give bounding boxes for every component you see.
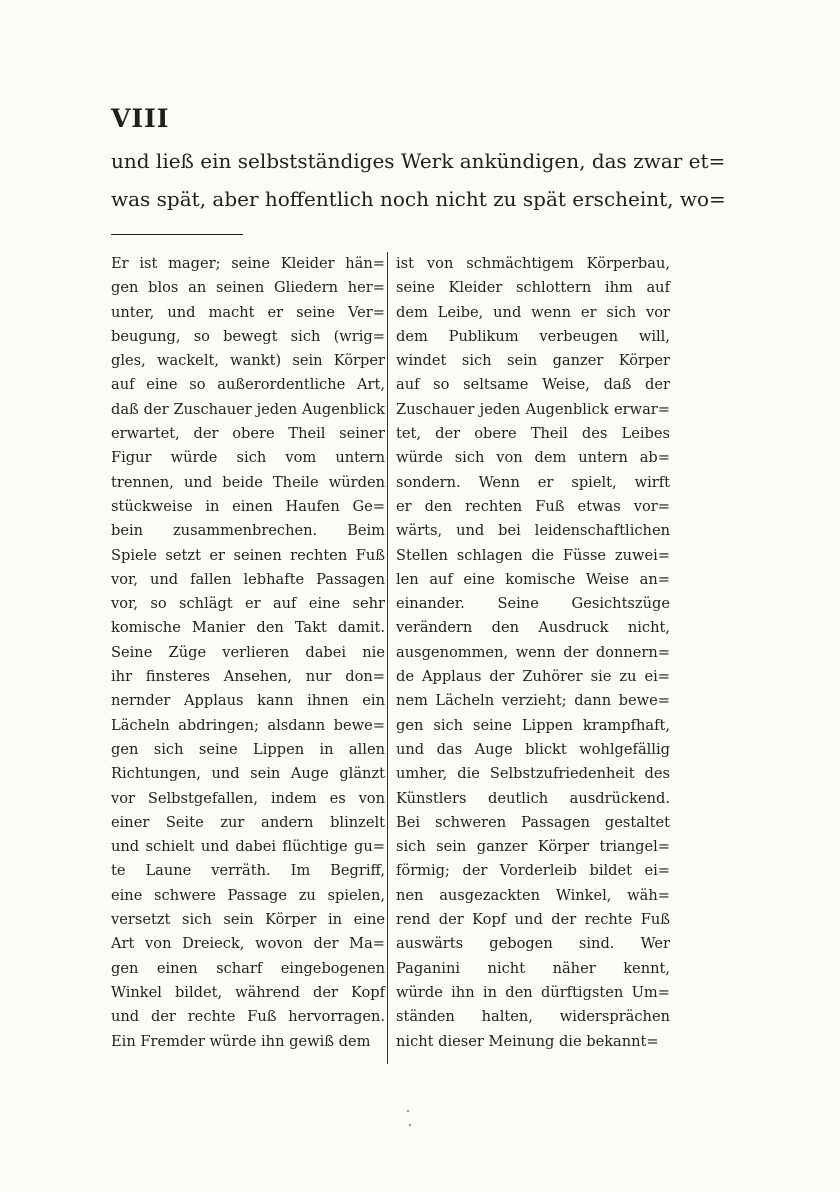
footnote-line: len auf eine komische Weise an= (396, 570, 670, 588)
footnote-line: wärts, und bei leidenschaftlichen (396, 522, 670, 540)
footnote-line: tet, der obere Theil des Leibes (396, 425, 670, 443)
footnote-line: rend der Kopf und der rechte Fuß (396, 911, 670, 929)
footnote-line: komische Manier den Takt damit. (111, 619, 385, 637)
footnote-line: förmig; der Vorderleib bildet ei= (396, 862, 670, 880)
footnote-line: dem Leibe, und wenn er sich vor (396, 303, 670, 321)
footnote-line: trennen, und beide Theile würden (111, 473, 385, 491)
footnote-line: Paganini nicht näher kennt, (396, 959, 670, 977)
footnote-line: dem Publikum verbeugen will, (396, 327, 670, 345)
footnote-line: Seine Züge verlieren dabei nie (111, 643, 385, 661)
footnote-line: auswärts gebogen sind. Wer (396, 935, 670, 953)
footnote-line: Zuschauer jeden Augenblick erwar= (396, 400, 670, 418)
footnote-line: versetzt sich sein Körper in eine (111, 911, 385, 929)
footnote-line: windet sich sein ganzer Körper (396, 352, 670, 370)
footnote-line: einer Seite zur andern blinzelt (111, 813, 385, 831)
footnote-line: gen einen scharf eingebogenen (111, 959, 385, 977)
footnote-line: und das Auge blickt wohlgefällig (396, 740, 670, 758)
footnote-line: vor Selbstgefallen, indem es von (111, 789, 385, 807)
page-number: VIII (111, 104, 170, 133)
footnote-line: Spiele setzt er seinen rechten Fuß (111, 546, 385, 564)
footnote-line: sondern. Wenn er spielt, wirft (396, 473, 670, 491)
footnote-line: de Applaus der Zuhörer sie zu ei= (396, 668, 670, 686)
footnote-line: würde sich von dem untern ab= (396, 449, 670, 467)
footnote-line: Künstlers deutlich ausdrückend. (396, 789, 670, 807)
footnote-line: Richtungen, und sein Auge glänzt (111, 765, 385, 783)
footnote-line: Stellen schlagen die Füsse zuwei= (396, 546, 670, 564)
footnote-line: Ein Fremder würde ihn gewiß dem (111, 1032, 371, 1050)
footnote-line: daß der Zuschauer jeden Augenblick (111, 400, 385, 418)
footnote-line: ihr finsteres Ansehen, nur don= (111, 668, 385, 686)
footnote-line: Art von Dreieck, wovon der Ma= (111, 935, 385, 953)
footnote-line: unter, und macht er seine Ver= (111, 303, 385, 321)
footnote-right-column (396, 252, 670, 1054)
footnote-line: sich sein ganzer Körper triangel= (396, 838, 670, 856)
footnote-line: gles, wackelt, wankt) sein Körper (111, 352, 385, 370)
footnote-line: würde ihn in den dürftigsten Um= (396, 983, 670, 1001)
footnote-line: nicht dieser Meinung die bekannt= (396, 1032, 659, 1050)
footnote-line: einander. Seine Gesichtszüge (396, 595, 670, 613)
footnote-line: gen blos an seinen Gliedern her= (111, 279, 385, 297)
footnote-line: seine Kleider schlottern ihm auf (396, 279, 670, 297)
footnote-line: er den rechten Fuß etwas vor= (396, 497, 670, 515)
footnote-line: und schielt und dabei flüchtige gu= (111, 838, 385, 856)
footnote-line: Bei schweren Passagen gestaltet (396, 813, 670, 831)
footnote-line: gen sich seine Lippen krampfhaft, (396, 716, 670, 734)
footnote-line: ständen halten, widersprächen (396, 1008, 670, 1026)
footnote-line: erwartet, der obere Theil seiner (111, 425, 385, 443)
footnote-line: ist von schmächtigem Körperbau, (396, 255, 670, 272)
footnote-line: und der rechte Fuß hervorragen. (111, 1008, 385, 1026)
footnote-line: nernder Applaus kann ihnen ein (111, 692, 385, 710)
print-speck (409, 1124, 411, 1126)
footnote-line: Figur würde sich vom untern (111, 449, 385, 467)
footnote-line: vor, so schlägt er auf eine sehr (111, 595, 385, 613)
footnote-line: nem Lächeln verzieht; dann bewe= (396, 692, 670, 710)
footnote-line: Lächeln abdringen; alsdann bewe= (111, 716, 385, 734)
footnote-line: beugung, so bewegt sich (wrig= (111, 327, 385, 345)
footnote-line: umher, die Selbstzufriedenheit des (396, 765, 670, 783)
footnote-left-column (111, 252, 385, 1054)
intro-line: und ließ ein selbstständiges Werk ankündigen, das zwar et= (111, 149, 726, 173)
intro-text (111, 142, 726, 218)
footnote-line: Winkel bildet, während der Kopf (111, 983, 385, 1001)
column-divider (387, 252, 388, 1064)
footnote-rule (111, 234, 243, 235)
footnote-line: auf so seltsame Weise, daß der (396, 376, 670, 394)
print-speck (407, 1110, 409, 1112)
footnote-line: vor, und fallen lebhafte Passagen (111, 570, 385, 588)
footnote-line: stückweise in einen Haufen Ge= (111, 497, 385, 515)
footnote-line: Er ist mager; seine Kleider hän= (111, 255, 385, 272)
footnote-line: bein zusammenbrechen. Beim (111, 522, 385, 540)
footnote-line: te Laune verräth. Im Begriff, (111, 862, 385, 880)
footnote-line: auf eine so außerordentliche Art, (111, 376, 385, 394)
intro-line: was spät, aber hoffentlich noch nicht zu spät erscheint, wo= (111, 187, 726, 211)
footnote-line: verändern den Ausdruck nicht, (396, 619, 670, 637)
footnote-line: nen ausgezackten Winkel, wäh= (396, 886, 670, 904)
footnote-line: gen sich seine Lippen in allen (111, 740, 385, 758)
footnote-line: ausgenommen, wenn der donnern= (396, 643, 670, 661)
footnote-line: eine schwere Passage zu spielen, (111, 886, 385, 904)
